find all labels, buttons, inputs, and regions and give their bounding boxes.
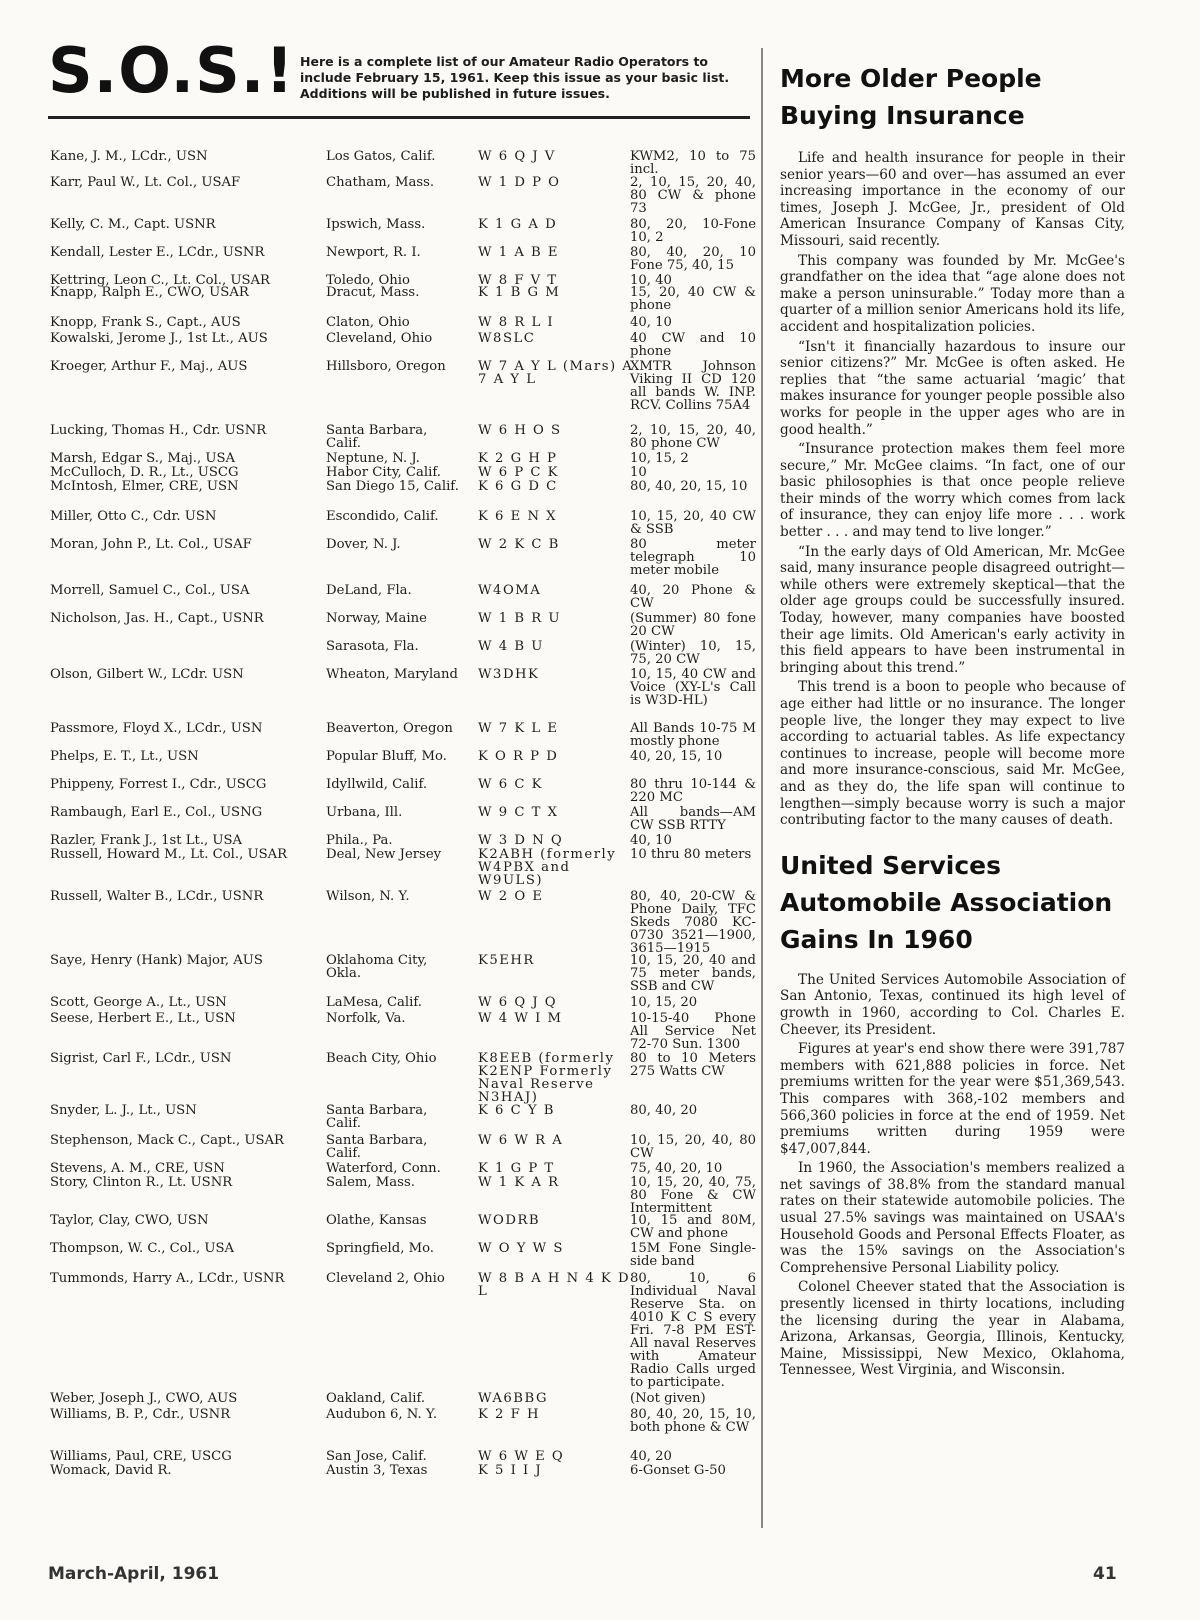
operator-city: Popular Bluff, Mo. — [326, 749, 447, 764]
operating-bands: 40, 10 — [630, 833, 672, 848]
article-paragraph: Life and health insurance for people in their senior years—60 and over—has assumed an ever increasing importance in the economy of our times, Joseph J. McGee, Jr., president of Old American Insurance Company of Kansas City, Missouri, said recently. — [780, 150, 1125, 249]
header-rule — [48, 116, 750, 119]
article-paragraph: Figures at year's end show there were 391,787 members with 621,888 policies in force. Net premiums written for the year were $51,369,543. This compares with 368,-102 members and 566,360 policies in force at the end of 1959. Net premiums written during 1959 were $47,007,844. — [780, 1041, 1125, 1157]
call-sign: WODRB — [478, 1213, 541, 1228]
operator-name: McIntosh, Elmer, CRE, USN — [50, 479, 239, 494]
operator-name: Knapp, Ralph E., CWO, USAR — [50, 285, 249, 300]
operator-city: Norfolk, Va. — [326, 1011, 406, 1026]
operator-city: Dover, N. J. — [326, 537, 401, 552]
article-paragraph: This company was founded by Mr. McGee's grandfather on the idea that “age alone does not make a person uninsurable.” Today more than a quarter of a million senior Americans hold its life, accident and hospitalization policies. — [780, 252, 1125, 335]
operating-bands: 15, 20, 40 CW & phone — [630, 285, 756, 313]
operating-bands: (Winter) 10, 15, 75, 20 CW — [630, 639, 756, 667]
operating-bands: All bands—AM CW SSB RTTY — [630, 805, 756, 833]
operating-bands: 40, 20 — [630, 1449, 672, 1464]
operator-city: Olathe, Kansas — [326, 1213, 427, 1228]
operator-city: Wheaton, Maryland — [326, 667, 458, 682]
operator-name: Story, Clinton R., Lt. USNR — [50, 1175, 233, 1190]
operator-name: Russell, Walter B., LCdr., USNR — [50, 889, 264, 904]
operator-name: Marsh, Edgar S., Maj., USA — [50, 451, 236, 466]
call-sign: W 6 C K — [478, 777, 543, 792]
operator-city: Chatham, Mass. — [326, 175, 435, 190]
operator-city: Dracut, Mass. — [326, 285, 420, 300]
call-sign: K 2 G H P — [478, 451, 558, 466]
operating-bands: All Bands 10-75 M mostly phone — [630, 721, 756, 749]
call-sign: W 1 D P O — [478, 175, 561, 190]
operating-bands: XMTR Johnson Viking II CD 120 all bands W. INP. RCV. Collins 75A4 — [630, 359, 756, 413]
operator-city: Escondido, Calif. — [326, 509, 439, 524]
call-sign: K 6 G D C — [478, 479, 558, 494]
call-sign: K 1 G A D — [478, 217, 558, 232]
call-sign: W 9 C T X — [478, 805, 559, 820]
operating-bands: 10, 15, 20, 40 and 75 meter bands, SSB and CW — [630, 953, 756, 994]
operator-name: Kane, J. M., LCdr., USN — [50, 149, 208, 164]
operating-bands: 80 thru 10-144 & 220 MC — [630, 777, 756, 805]
operator-name: Williams, B. P., Cdr., USNR — [50, 1407, 231, 1422]
operator-city: Cleveland, Ohio — [326, 331, 433, 346]
operator-city: Claton, Ohio — [326, 315, 410, 330]
call-sign: W 2 O E — [478, 889, 544, 904]
operator-city: Neptune, N. J. — [326, 451, 420, 466]
operating-bands: 10 — [630, 465, 647, 480]
operator-name: Taylor, Clay, CWO, USN — [50, 1213, 209, 1228]
call-sign: W 1 K A R — [478, 1175, 560, 1190]
operator-name: Tummonds, Harry A., LCdr., USNR — [50, 1271, 285, 1286]
operator-city: San Diego 15, Calif. — [326, 479, 459, 494]
page-number: 41 — [1093, 1564, 1117, 1584]
operator-city: San Jose, Calif. — [326, 1449, 427, 1464]
article-body-usaa — [780, 972, 1125, 1379]
operator-name: Knopp, Frank S., Capt., AUS — [50, 315, 241, 330]
operator-city: Phila., Pa. — [326, 833, 393, 848]
call-sign: W 6 W R A — [478, 1133, 564, 1148]
operator-city: Sarasota, Fla. — [326, 639, 419, 654]
operator-name: Stephenson, Mack C., Capt., USAR — [50, 1133, 284, 1148]
operator-name: Morrell, Samuel C., Col., USA — [50, 583, 250, 598]
operating-bands: 80, 40, 20, 15, 10 — [630, 479, 748, 494]
call-sign: W 6 Q J Q — [478, 995, 558, 1010]
article-paragraph: “In the early days of Old American, Mr. McGee said, many insurance people disagreed outright—while others were extremely skeptical—that the older age groups could be successfully insured. Today, however, many companies have boosted their age limits. Old American's early activity in this field appears to have been instrumental in bringing about this trend.” — [780, 543, 1125, 676]
call-sign: W 4 B U — [478, 639, 544, 654]
operator-city: Santa Barbara, Calif. — [326, 423, 428, 451]
call-sign: WA6BBG — [478, 1391, 548, 1406]
call-sign: K2ABH (formerly W4PBX and W9ULS) — [478, 847, 617, 888]
call-sign: K5EHR — [478, 953, 535, 968]
call-sign: W 6 P C K — [478, 465, 560, 480]
operating-bands: 10, 40 — [630, 273, 672, 288]
operator-city: Austin 3, Texas — [326, 1463, 428, 1478]
article-paragraph: Colonel Cheever stated that the Association is presently licensed in thirty locations, including the licensing during the year in Alabama, Arizona, Arkansas, Georgia, Illinois, Kentucky, Maine, Mississippi, New Mexico, Oklahoma, Tennessee, West Virginia, and Wisconsin. — [780, 1279, 1125, 1379]
operating-bands: 40, 20 Phone & CW — [630, 583, 756, 611]
call-sign: W 7 K L E — [478, 721, 559, 736]
operating-bands: 40, 20, 15, 10 — [630, 749, 723, 764]
operator-city: Oakland, Calif. — [326, 1391, 426, 1406]
call-sign: W 6 W E Q — [478, 1449, 565, 1464]
operator-city: Ipswich, Mass. — [326, 217, 426, 232]
page-title: S.O.S.! — [48, 34, 295, 107]
article-body-insurance — [780, 150, 1125, 829]
call-sign: K 2 F H — [478, 1407, 540, 1422]
operator-name: Snyder, L. J., Lt., USN — [50, 1103, 197, 1118]
operator-city: Toledo, Ohio — [326, 273, 410, 288]
operating-bands: 10-15-40 Phone All Service Net 72-70 Sun. 1300 — [630, 1011, 756, 1052]
operator-name: Razler, Frank J., 1st Lt., USA — [50, 833, 243, 848]
operating-bands: 10 thru 80 meters — [630, 847, 752, 862]
article-paragraph: In 1960, the Association's members realized a net savings of 38.8% from the standard manual rates on their statewide automobile policies. The usual 27.5% savings was maintained on USAA's Household Goods and Personal Effects Floater, as was the 15% savings on the Association's Comprehensive Personal Liability policy. — [780, 1160, 1125, 1276]
call-sign: W8SLC — [478, 331, 536, 346]
operating-bands: (Not given) — [630, 1391, 706, 1406]
operator-name: Moran, John P., Lt. Col., USAF — [50, 537, 252, 552]
call-sign: W 7 A Y L (Mars) A 7 A Y L — [478, 359, 634, 387]
issue-date: March-April, 1961 — [48, 1564, 220, 1584]
operator-city: Newport, R. I. — [326, 245, 421, 260]
call-sign: K 1 G P T — [478, 1161, 555, 1176]
call-sign: W 2 K C B — [478, 537, 560, 552]
intro-text: Here is a complete list of our Amateur Radio Operators to include February 15, 1961. Keep this issue as your basic list. Additions will be published in future issues. — [300, 54, 730, 101]
call-sign: K8EEB (formerly K2ENP Formerly Naval Reserve N3HAJ) — [478, 1051, 615, 1105]
operating-bands: 10, 15 and 80M, CW and phone — [630, 1213, 756, 1241]
call-sign: W 1 B R U — [478, 611, 561, 626]
operator-name: Miller, Otto C., Cdr. USN — [50, 509, 217, 524]
operator-city: Waterford, Conn. — [326, 1161, 441, 1176]
operator-name: Stevens, A. M., CRE, USN — [50, 1161, 225, 1176]
operator-name: Seese, Herbert E., Lt., USN — [50, 1011, 236, 1026]
call-sign: W3DHK — [478, 667, 540, 682]
operator-city: Audubon 6, N. Y. — [326, 1407, 438, 1422]
article-paragraph: “Isn't it financially hazardous to insure our senior citizens?” Mr. McGee is often asked. He replies that “the same actuarial ‘magic’ that makes insurance for younger people possible also works for people in the upper ages who are in good health.” — [780, 338, 1125, 438]
operating-bands: 80 meter telegraph 10 meter mobile — [630, 537, 756, 578]
operator-city: Cleveland 2, Ohio — [326, 1271, 445, 1286]
operator-name: Kendall, Lester E., LCdr., USNR — [50, 245, 265, 260]
article-paragraph: This trend is a boon to people who because of age either had little or no insurance. The longer people live, the longer they may expect to live according to actuarial tables. As life expectancy continues to increase, people will become more and more insurance-conscious, said Mr. McGee, and as they do, the life span will continue to lengthen—simply because worry is such a major contributing factor to the many causes of death. — [780, 679, 1125, 829]
call-sign: K 1 B G M — [478, 285, 561, 300]
operating-bands: 40, 10 — [630, 315, 672, 330]
article-heading-usaa: United Services Automobile Association Gains In 1960 — [780, 850, 1113, 954]
operator-city: Beach City, Ohio — [326, 1051, 437, 1066]
operator-city: Hillsboro, Oregon — [326, 359, 446, 374]
call-sign: W4OMA — [478, 583, 542, 598]
operator-name: Weber, Joseph J., CWO, AUS — [50, 1391, 238, 1406]
operator-city: Beaverton, Oregon — [326, 721, 453, 736]
operator-name: Nicholson, Jas. H., Capt., USNR — [50, 611, 264, 626]
operator-name: Karr, Paul W., Lt. Col., USAF — [50, 175, 241, 190]
call-sign: W 6 Q J V — [478, 149, 556, 164]
operating-bands: 6-Gonset G-50 — [630, 1463, 726, 1478]
operating-bands: 80, 20, 10-Fone 10, 2 — [630, 217, 756, 245]
operator-name: Sigrist, Carl F., LCdr., USN — [50, 1051, 232, 1066]
operator-name: Williams, Paul, CRE, USCG — [50, 1449, 232, 1464]
operator-name: Phippeny, Forrest I., Cdr., USCG — [50, 777, 267, 792]
operating-bands: 10, 15, 40 CW and Voice (XY-L's Call is W3D-HL) — [630, 667, 756, 708]
operating-bands: 15M Fone Single-side band — [630, 1241, 756, 1269]
operating-bands: 2, 10, 15, 20, 40, 80 CW & phone 73 — [630, 175, 756, 216]
operating-bands: 80, 10, 6 Individual Naval Reserve Sta. on 4010 K C S every Fri. 7-8 PM EST-All naval Reserves with Amateur Radio Calls urged to participate. — [630, 1271, 756, 1390]
call-sign: W 8 B A H N 4 K D L — [478, 1271, 631, 1299]
call-sign: W 1 A B E — [478, 245, 560, 260]
operator-city: Wilson, N. Y. — [326, 889, 410, 904]
operating-bands: KWM2, 10 to 75 incl. — [630, 149, 756, 177]
operating-bands: 80, 40, 20-CW & Phone Daily, TFC Skeds 7080 KC-0730 3521—1900, 3615—1915 — [630, 889, 756, 956]
operator-name: McCulloch, D. R., Lt., USCG — [50, 465, 239, 480]
operating-bands: 10, 15, 20, 40, 80 CW — [630, 1133, 756, 1161]
operating-bands: 10, 15, 20, 40, 75, 80 Fone & CW Intermittent — [630, 1175, 756, 1216]
operator-name: Kroeger, Arthur F., Maj., AUS — [50, 359, 248, 374]
operator-roster — [48, 148, 760, 1538]
operator-city: Deal, New Jersey — [326, 847, 442, 862]
article-paragraph: “Insurance protection makes them feel more secure,” Mr. McGee claims. “In fact, one of our basic philosophies is that once people relieve their minds of the worry which comes from lack of insurance, they can enjoy life more . . . work better . . . and may tend to live longer.” — [780, 441, 1125, 541]
article-heading-insurance: More Older People Buying Insurance — [780, 64, 1042, 130]
call-sign: W 3 D N Q — [478, 833, 564, 848]
operator-city: Oklahoma City, Okla. — [326, 953, 428, 981]
operating-bands: 80, 40, 20 — [630, 1103, 698, 1118]
operator-name: Thompson, W. C., Col., USA — [50, 1241, 235, 1256]
operator-name: Saye, Henry (Hank) Major, AUS — [50, 953, 263, 968]
operator-name: Kelly, C. M., Capt. USNR — [50, 217, 216, 232]
operator-name: Olson, Gilbert W., LCdr. USN — [50, 667, 244, 682]
call-sign: K 5 I I J — [478, 1463, 543, 1478]
operator-city: Norway, Maine — [326, 611, 427, 626]
operator-name: Womack, David R. — [50, 1463, 172, 1478]
call-sign: K 6 C Y B — [478, 1103, 555, 1118]
call-sign: W 8 R L I — [478, 315, 555, 330]
sidebar — [780, 60, 1125, 1382]
operator-city: Habor City, Calif. — [326, 465, 441, 480]
operating-bands: 10, 15, 20, 40 CW & SSB — [630, 509, 756, 537]
operator-city: Santa Barbara, Calif. — [326, 1133, 428, 1161]
operating-bands: 10, 15, 2 — [630, 451, 689, 466]
operator-name: Kowalski, Jerome J., 1st Lt., AUS — [50, 331, 268, 346]
operating-bands: (Summer) 80 fone 20 CW — [630, 611, 756, 639]
operating-bands: 40 CW and 10 phone — [630, 331, 756, 359]
call-sign: W 6 H O S — [478, 423, 562, 438]
operating-bands: 75, 40, 20, 10 — [630, 1161, 723, 1176]
operator-city: Idyllwild, Calif. — [326, 777, 428, 792]
call-sign: K O R P D — [478, 749, 559, 764]
operator-name: Rambaugh, Earl E., Col., USNG — [50, 805, 263, 820]
article-paragraph: The United Services Automobile Association of San Antonio, Texas, continued its high level of growth in 1960, according to Col. Charles E. Cheever, its President. — [780, 971, 1125, 1038]
call-sign: W 4 W I M — [478, 1011, 563, 1026]
operating-bands: 80 to 10 Meters 275 Watts CW — [630, 1051, 756, 1079]
operating-bands: 80, 40, 20, 15, 10, both phone & CW — [630, 1407, 756, 1435]
call-sign: W 8 F V T — [478, 273, 558, 288]
column-divider — [761, 48, 763, 1528]
call-sign: W O Y W S — [478, 1241, 564, 1256]
operator-city: Springfield, Mo. — [326, 1241, 434, 1256]
operator-city: LaMesa, Calif. — [326, 995, 422, 1010]
operating-bands: 80, 40, 20, 10 Fone 75, 40, 15 — [630, 245, 756, 273]
call-sign: K 6 E N X — [478, 509, 558, 524]
operator-city: Santa Barbara, Calif. — [326, 1103, 428, 1131]
operating-bands: 10, 15, 20 — [630, 995, 698, 1010]
operator-city: Los Gatos, Calif. — [326, 149, 436, 164]
operating-bands: 2, 10, 15, 20, 40, 80 phone CW — [630, 423, 756, 451]
operator-name: Phelps, E. T., Lt., USN — [50, 749, 199, 764]
operator-name: Russell, Howard M., Lt. Col., USAR — [50, 847, 288, 862]
operator-city: Urbana, Ill. — [326, 805, 403, 820]
operator-name: Lucking, Thomas H., Cdr. USNR — [50, 423, 267, 438]
operator-city: DeLand, Fla. — [326, 583, 412, 598]
operator-name: Scott, George A., Lt., USN — [50, 995, 227, 1010]
operator-name: Passmore, Floyd X., LCdr., USN — [50, 721, 263, 736]
operator-name: Kettring, Leon C., Lt. Col., USAR — [50, 273, 270, 288]
operator-city: Salem, Mass. — [326, 1175, 415, 1190]
